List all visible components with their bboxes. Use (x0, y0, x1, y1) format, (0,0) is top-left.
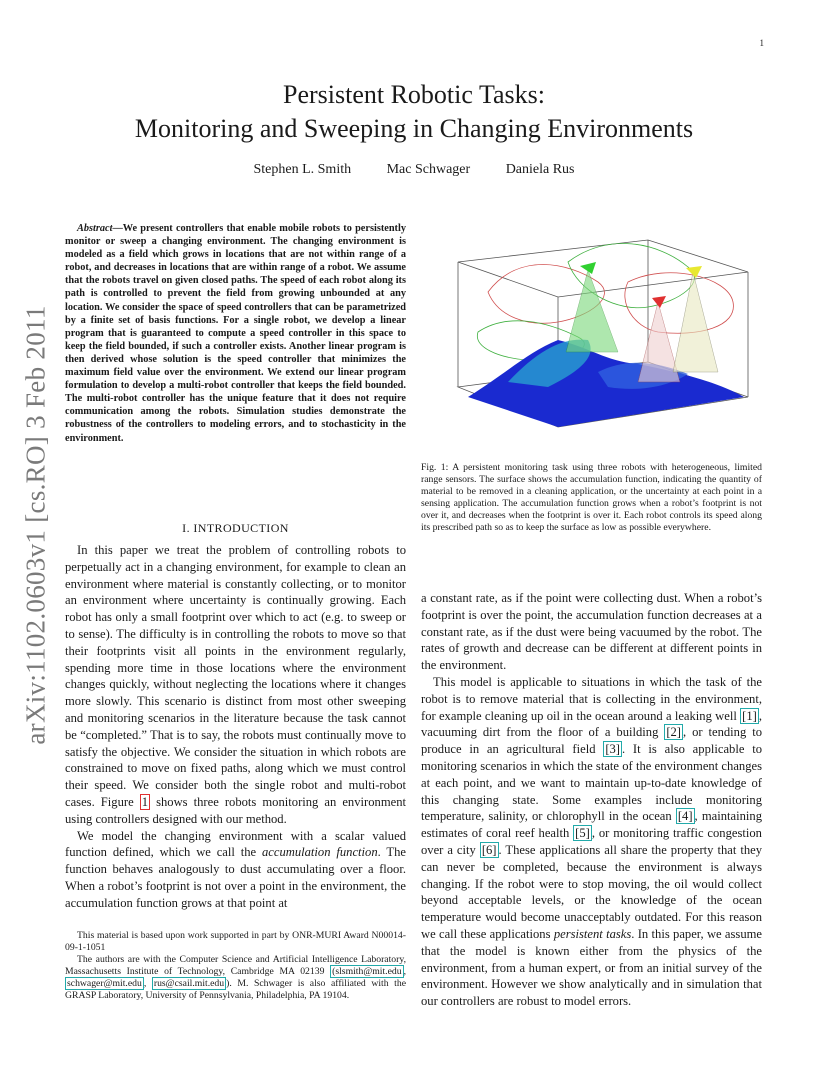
title-block (0, 78, 828, 178)
citation-link[interactable]: [6] (481, 842, 497, 857)
paragraph-text: . In this paper, we assume that the model is known either from the physics of the environment, from a human expert, or from an initial survey of the environment. However we show analytically and in simulation that our controllers are robust to model errors. (421, 926, 763, 1009)
abstract (65, 222, 406, 445)
citation-link[interactable]: [3] (605, 742, 620, 757)
emphasis-term: persistent tasks (553, 926, 632, 941)
figure-1-caption: Fig. 1: A persistent monitoring task using three robots with heterogeneous, limited range sensors. The surface shows the accumulation function, indicating the quantity of material to be removed in a cleaning application, or the uncertainty at each point in a sensing application. The accumulation function grows when a robot’s footprint is not over it, and decreases when the footprint is over it. Each robot controls its speed along its prescribed path so as to keep the surface as low as possible everywhere. (421, 462, 762, 533)
paragraph-text: . These applications all share the property that they can never be completed, because the environment is always changing. If the robot were to stop moving, the oil would collect beyond acceptable levels, or the knowledge of the ocean temperature would become unacceptably outdated. For this reason we call these applications (421, 842, 762, 941)
paragraph (421, 674, 762, 1010)
emphasis-term: accumulation function (261, 845, 378, 860)
right-column-body (421, 590, 762, 1010)
paper-title-line1: Persistent Robotic Tasks: (282, 80, 546, 109)
paragraph-text: . The function behaves analogously to dust accumulating over a floor. When a robot’s footprint is not over a point in the environment, the accumulation function grows at that point at (65, 845, 406, 910)
author-2: Mac Schwager (386, 162, 471, 177)
citation-link[interactable]: [2] (666, 725, 681, 740)
footnote-text: The authors are with the Computer Science and Artificial Intelligence Laboratory, Massachusetts Institute of Technology, Cambridge MA 02139 (65, 954, 406, 977)
paragraph-text: We model the changing environment with a scalar valued function defined, which we call the (65, 828, 406, 860)
citation-link[interactable]: [1] (742, 708, 757, 723)
paper-title-line2: Monitoring and Sweeping in Changing Environments (134, 114, 694, 143)
email-link[interactable]: schwager@mit.edu (67, 978, 142, 989)
email-link[interactable]: rus@csail.mit.edu (153, 978, 225, 989)
author-list (0, 162, 828, 178)
paragraph (65, 828, 406, 912)
abstract-label: Abstract (77, 223, 113, 234)
paragraph-text: , vacuuming dirt from the floor of a building (421, 708, 762, 740)
paragraph-text: In this paper we treat the problem of controlling robots to perpetually act in a changing environment, for example to clean an environment where material is constantly collecting, or to monitor an environment where uncertainty is continually growing. Each robot has only a small footprint over which to act (e.g. to sweep or to sense). The difficulty is in controlling the robots to move so that their footprints visit all points in the environment regularly, spending more time in those locations where the environment changes quickly, without neglecting the locations where it changes more slowly. This scenario is distinct from most other sweeping and monitoring scenarios in the literature because the task cannot be “completed.” That is to say, the robots must continually move to satisfy the objective. We consider the situation in which robots are constrained to move on fixed paths, along which we must control their speed. We consider both the single robot and multi-robot cases. Figure (65, 543, 406, 809)
paragraph-text: shows three robots monitoring an environment using controllers designed with our method. (65, 794, 406, 826)
citation-link[interactable]: [5] (575, 826, 590, 841)
footnote: This material is based upon work supported in part by ONR-MURI Award N00014-09-1-1051 (65, 930, 406, 953)
footnotes (65, 930, 406, 1002)
left-column-body (65, 542, 406, 912)
abstract-text: —We present controllers that enable mobile robots to persistently monitor or sweep a changing environment. The changing environment is modeled as a field which grows in locations that are not within range of a robot, and decreases in locations that are within range of a robot. We assume that the robots travel on given closed paths. The speed of each robot along its path is controlled to prevent the field from growing unbounded at any location. We consider the space of speed controllers that can be parametrized by a finite set of basis functions. For a single robot, we develop a linear program that is guaranteed to compute a speed controller in this space to keep the field bounded, if such a controller exists. Another linear program is then derived whose solution is the speed controller that minimizes the maximum field value over the environment. We extend our linear program formulation to develop a multi-robot controller that keeps the field bounded. The multi-robot controller has the unique feature that it does not require communication among the robots. Simulation studies demonstrate the robustness of the controllers to modeling errors, and to stochasticity in the environment. (65, 223, 406, 444)
citation-link[interactable]: [4] (677, 809, 693, 824)
page-number: 1 (759, 38, 764, 48)
paragraph-text: , or monitoring traffic congestion over a city (421, 826, 762, 857)
figure-1 (448, 222, 762, 448)
paragraph-text: This model is applicable to situations in which the task of the robot is to remove material that is collecting in the environment, for example cleaning up oil in the ocean around a leaking well (421, 674, 762, 723)
paragraph-text: , or tending to produce in an agricultural field (421, 725, 763, 757)
author-1: Stephen L. Smith (253, 162, 352, 177)
figure-1-illustration (448, 222, 762, 448)
section-heading-introduction: I. INTRODUCTION (182, 521, 289, 535)
paragraph-text: . It is also applicable to monitoring scenarios in which the state of the environment changes at each point, and we want to maintain up-to-date knowledge of this changing state. Some examples include monitoring temperature, salinity, or chlorophyll in the ocean (421, 742, 763, 824)
footnote: The authors are with the Computer Science and Artificial Intelligence Laboratory, Massachusetts Institute of Technology, Cambridge MA 02139 (slsmith@mit.edu , schwager@mit.edu , rus@csail.mit.edu ). M. Schwager is also affiliated with the GRASP Laboratory, University of Pennsylvania, Philadelphia, PA 19104. (65, 954, 406, 1001)
footnote-text: . M. Schwager is also affiliated with the GRASP Laboratory, University of Pennsylvania, Philadelphia, PA 19104. (65, 978, 406, 1001)
figure-reference-link[interactable]: 1 (141, 794, 149, 809)
author-3: Daniela Rus (505, 162, 575, 177)
paragraph: a constant rate, as if the point were collecting dust. When a robot’s footprint is over the point, the accumulation function decreases at a constant rate, as if the dust were being vacuumed by the robot. The rates of growth and decrease can be different at different points in the environment. (421, 591, 762, 673)
paragraph-text: , maintaining estimates of coral reef health (421, 809, 762, 841)
email-link[interactable]: (slsmith@mit.edu (332, 966, 402, 977)
paragraph (65, 542, 406, 828)
arxiv-stamp-text: arXiv:1102.0603v1 [cs.RO] 3 Feb 2011 (20, 305, 51, 745)
